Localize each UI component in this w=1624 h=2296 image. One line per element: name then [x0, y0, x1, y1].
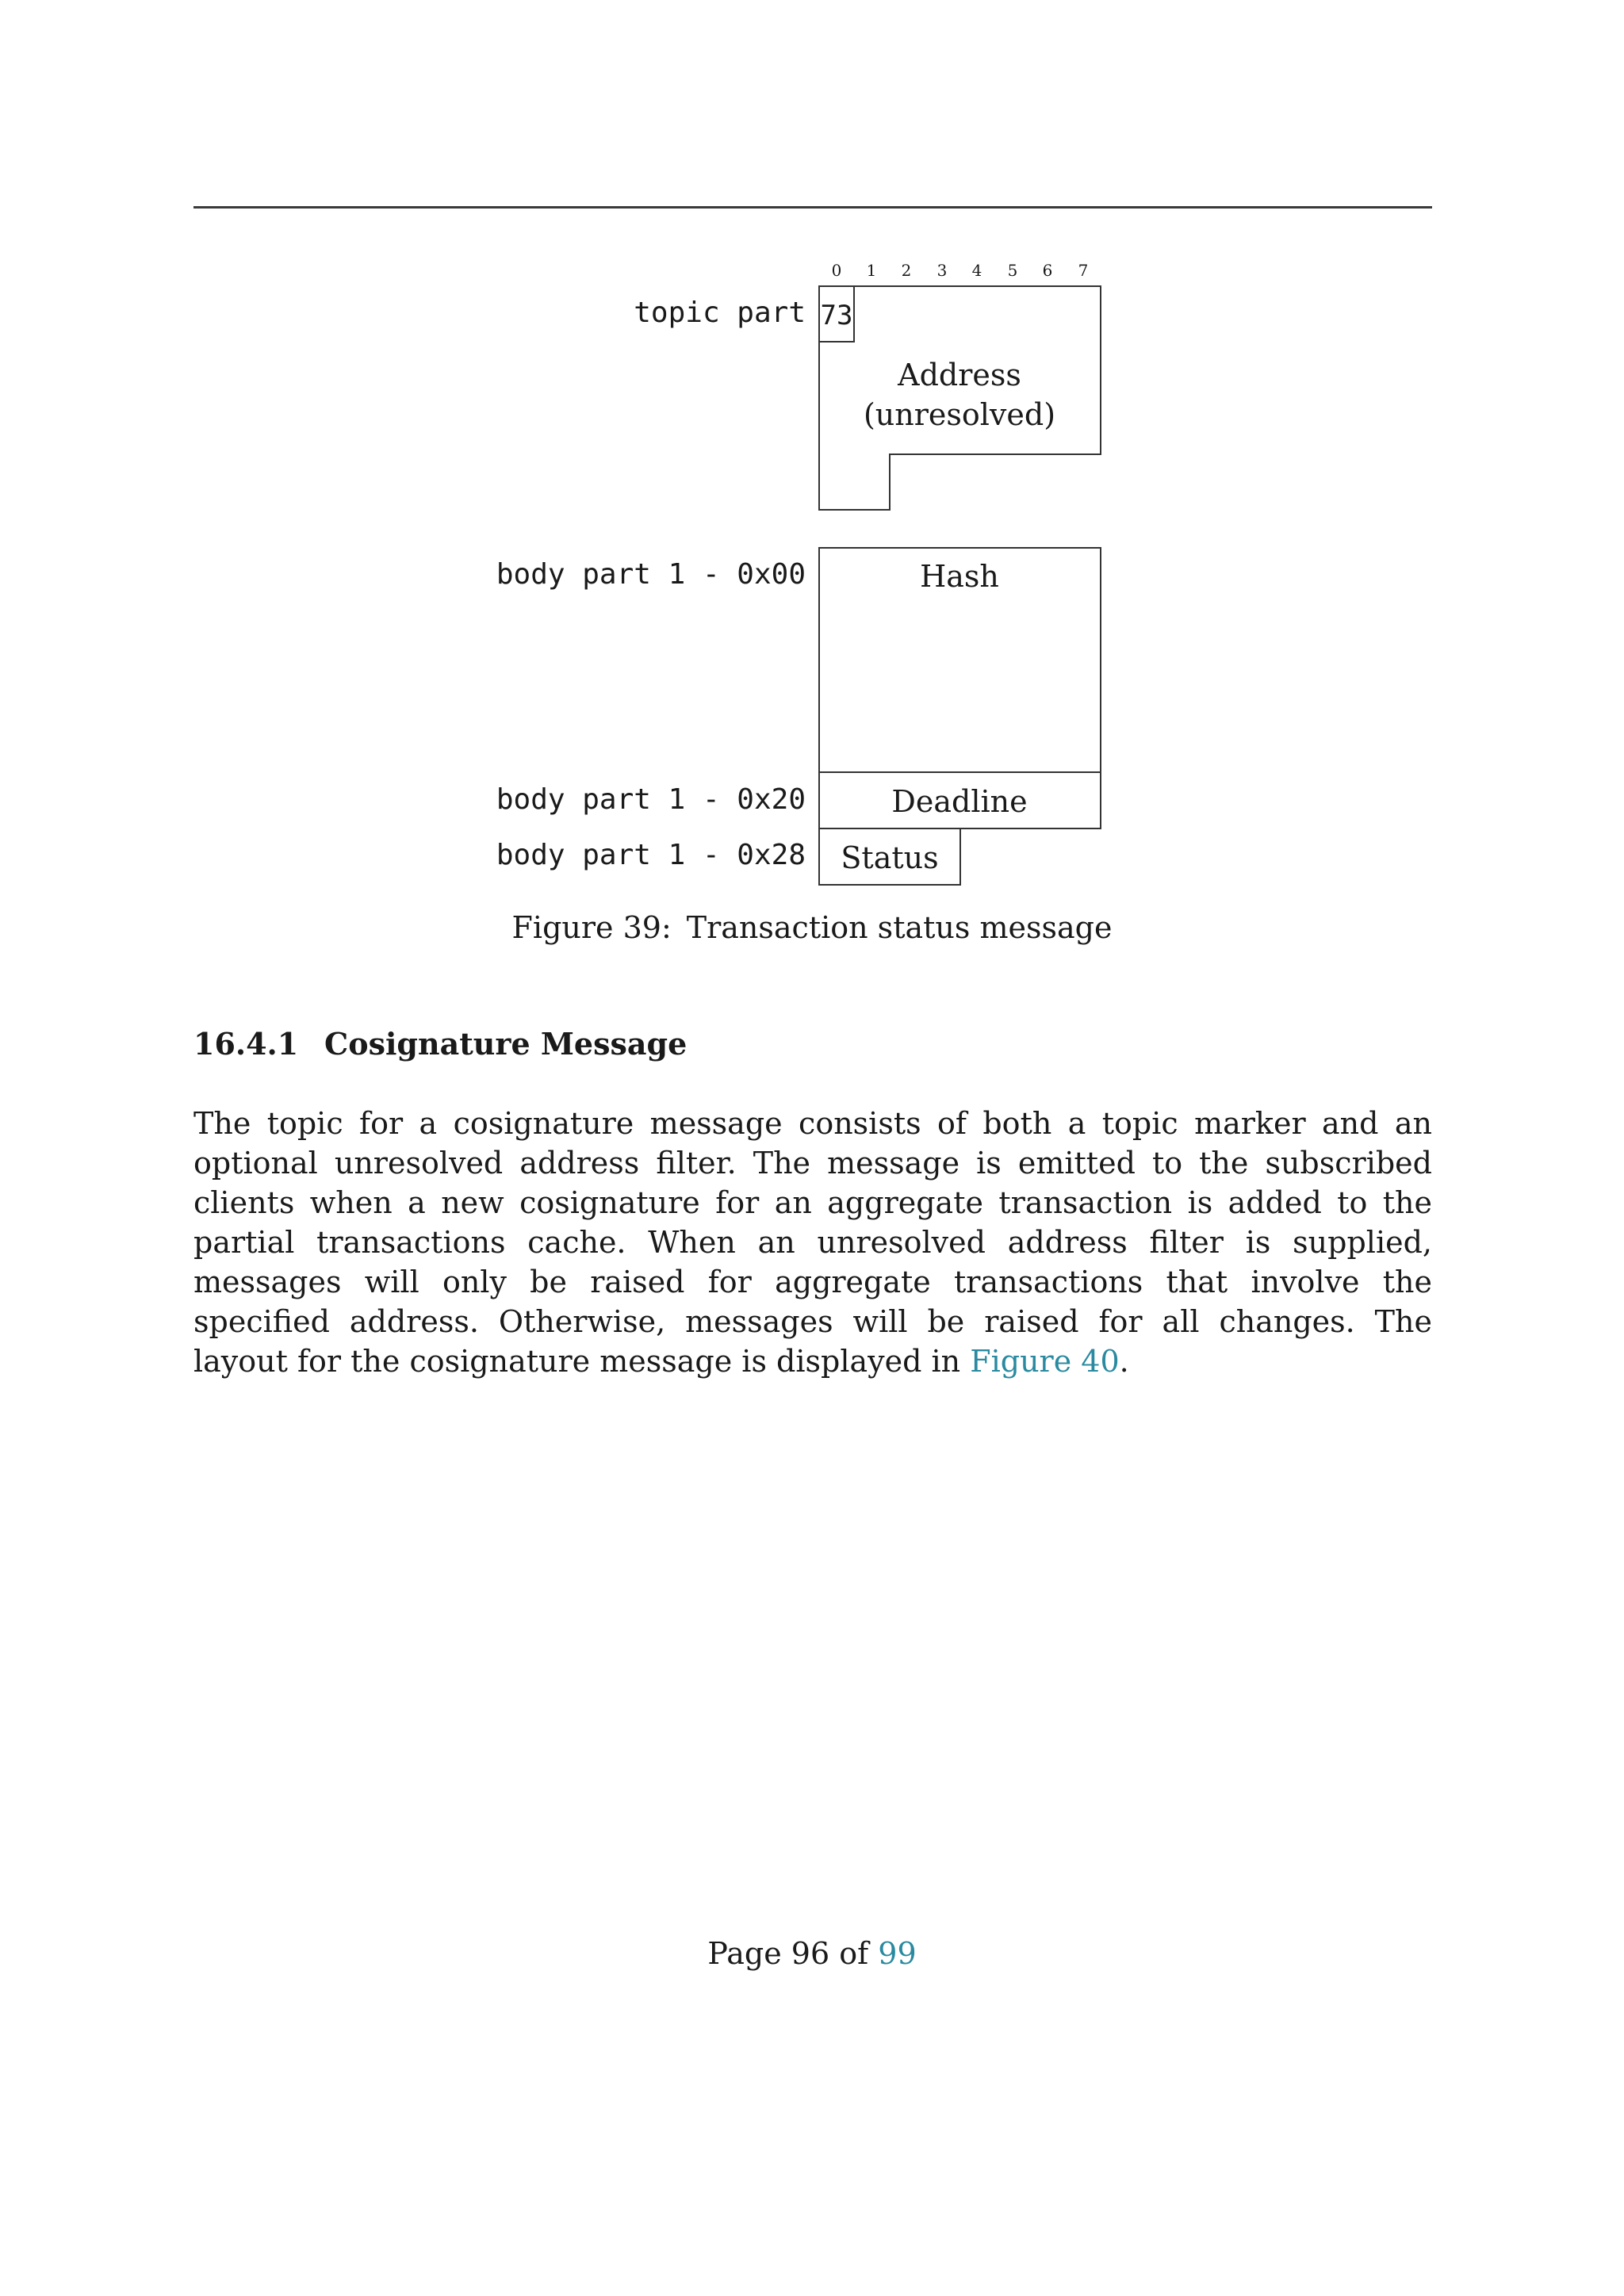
marker-field-label: 73: [820, 300, 853, 331]
row-label-body-0x00: body part 1 - 0x00: [496, 558, 806, 591]
bit-ruler-label: 5: [1007, 261, 1018, 280]
bit-ruler-label: 1: [866, 261, 877, 280]
hash-field-label: Hash: [920, 559, 999, 594]
bit-ruler-label: 3: [936, 261, 948, 280]
section-heading: [193, 1026, 687, 1062]
transaction-status-diagram: [0, 0, 1624, 904]
page-footer: [0, 1936, 1624, 1971]
figure-caption: Figure 39: Transaction status message: [511, 910, 1113, 945]
page-number-text: Page 96 of: [707, 1936, 869, 1971]
bit-ruler-label: 2: [901, 261, 912, 280]
status-field-label: Status: [841, 840, 939, 875]
body-paragraph: [193, 1104, 1432, 1381]
paragraph-end: .: [1119, 1344, 1129, 1379]
address-field-sublabel: (unresolved): [863, 397, 1056, 432]
bit-ruler-label: 4: [971, 261, 982, 280]
row-label-body-0x28: body part 1 - 0x28: [496, 839, 806, 871]
address-field-label: Address: [898, 358, 1021, 392]
total-pages-link[interactable]: 99: [878, 1936, 917, 1971]
bit-ruler: [832, 261, 1089, 280]
bit-ruler-label: 0: [831, 261, 842, 280]
section-number: 16.4.1: [193, 1026, 299, 1062]
paragraph-text: The topic for a cosignature message consists of both a topic marker and an optional unresolved address filter. The message is emitted to the subscribed clients when a new cosignature for an aggregate transaction is added to the partial transactions cache. When an unresolved address filter is supplied, messages will only be raised for aggregate transactions that involve the specified address. Otherwise, messages will be raised for all changes. The layout for the cosignature message is displayed in: [193, 1106, 1432, 1379]
bit-ruler-label: 6: [1042, 261, 1053, 280]
figure-40-link[interactable]: Figure 40: [970, 1344, 1120, 1379]
section-title: Cosignature Message: [324, 1026, 688, 1062]
bit-ruler-label: 7: [1078, 261, 1089, 280]
deadline-field-label: Deadline: [891, 784, 1028, 819]
row-label-topic-part: topic part: [634, 297, 806, 329]
row-label-body-0x20: body part 1 - 0x20: [496, 783, 806, 816]
